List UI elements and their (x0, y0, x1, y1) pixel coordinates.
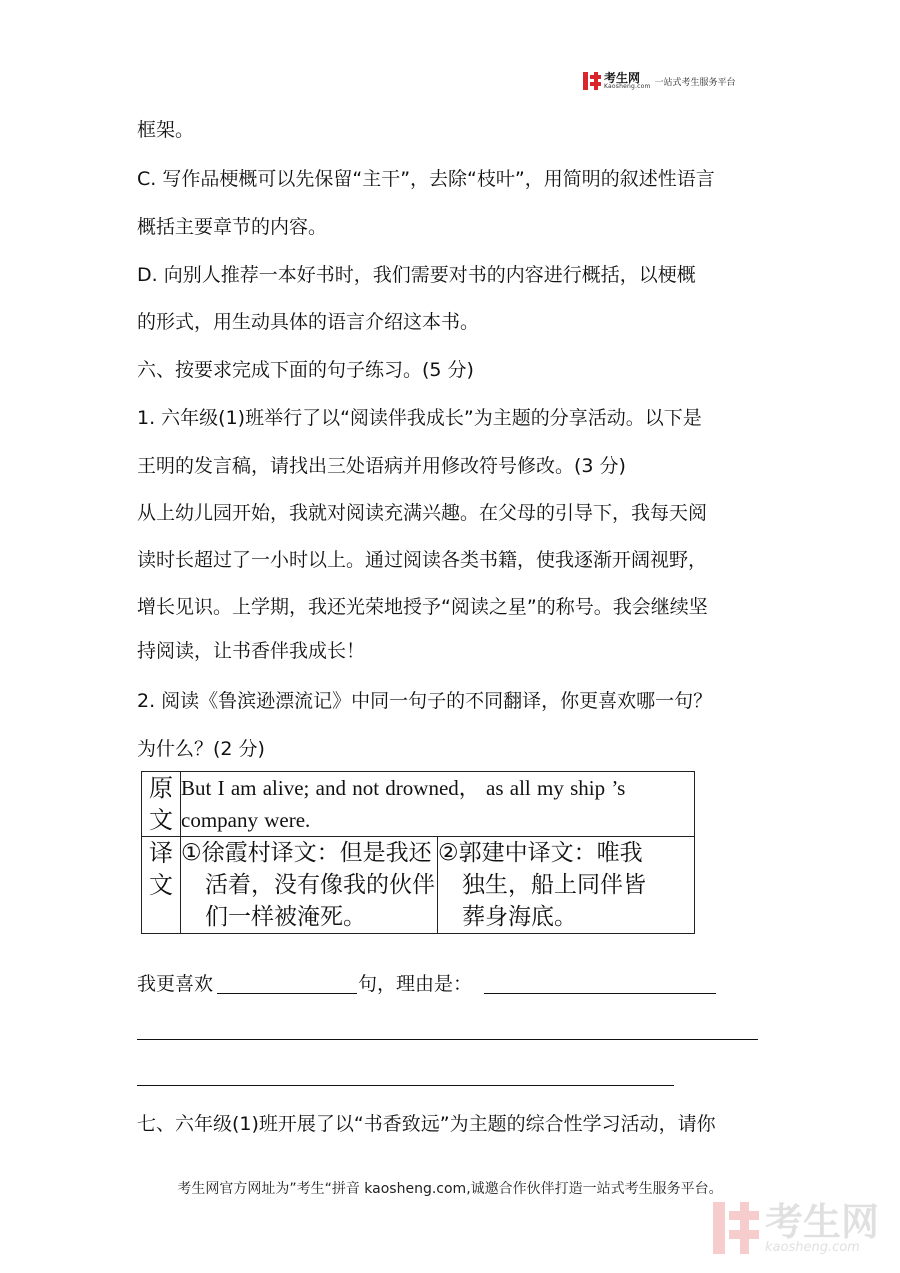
translation-1-line: 活着，没有像我的伙伴 (205, 872, 435, 898)
speech-line: 从上幼儿园开始，我就对阅读充满兴趣。在父母的引导下，我每天阅 (137, 502, 708, 524)
text-line: 概括主要章节的内容。 (137, 216, 328, 238)
translation-head-char: 译 (149, 839, 173, 867)
watermark-url: kaosheng.com (765, 1239, 860, 1255)
speech-line: 持阅读，让书香伴我成长！ (137, 640, 366, 662)
text-line: 王明的发言稿，请找出三处语病并用修改符号修改。(3 分) (137, 455, 626, 477)
translation-row (142, 837, 695, 934)
translation-2-line: 葬身海底。 (462, 904, 577, 930)
speech-line: 读时长超过了一小时以上。通过阅读各类书籍，使我逐渐开阔视野， (137, 549, 708, 571)
translation-1-line: 们一样被淹死。 (205, 904, 366, 930)
original-text-line: company were. (181, 808, 311, 832)
watermark (713, 1198, 883, 1258)
original-text-cell (181, 772, 695, 837)
footer-text: 考生网官方网址为”考生“拼音 kaosheng.com,诚邀合作伙伴打造一站式考生服务平台。 (177, 1181, 723, 1197)
kaosheng-logo-icon (583, 72, 601, 90)
header-slogan: 一站式考生服务平台 (654, 77, 736, 88)
kaosheng-watermark-icon (713, 1202, 759, 1254)
translation-head-char: 文 (149, 871, 173, 899)
translation-1-line: ①徐霞村译文：但是我还 (181, 840, 432, 866)
watermark-name: 考生网 (765, 1199, 880, 1244)
original-text-line: But I am alive; and not drowned， as all my ship ’s (181, 776, 626, 800)
answer-blank-line[interactable] (137, 1085, 674, 1086)
answer-blank-line[interactable] (137, 1039, 758, 1040)
translation-1-cell (181, 837, 438, 934)
prefer-blank[interactable] (217, 993, 357, 994)
logo-url: Kaosheng.com (604, 83, 651, 90)
text-line: 的形式，用生动具体的语言介绍这本书。 (137, 311, 480, 333)
header-logo (583, 70, 753, 92)
question-2-line: 2. 阅读《鲁滨逊漂流记》中同一句子的不同翻译，你更喜欢哪一句？ (137, 690, 713, 712)
translation-2-line: 独生，船上同伴皆 (462, 872, 646, 898)
section-six-heading: 六、按要求完成下面的句子练习。(5 分) (137, 359, 474, 381)
original-head-char: 文 (149, 806, 173, 834)
translation-2-line: ②郭建中译文：唯我 (438, 840, 643, 866)
logo-name: 考生网 (604, 71, 641, 85)
translation-table (141, 771, 695, 934)
text-line: 框架。 (137, 119, 195, 141)
speech-line: 增长见识。上学期，我还光荣地授予“阅读之星”的称号。我会继续坚 (137, 596, 708, 618)
option-d-line: D. 向别人推荐一本好书时，我们需要对书的内容进行概括，以梗概 (137, 264, 696, 286)
translation-2-cell (438, 837, 695, 934)
question-1-line: 1. 六年级(1)班举行了以“阅读伴我成长”为主题的分享活动。以下是 (137, 407, 702, 429)
translation-head-cell (142, 837, 181, 934)
reason-label: 句，理由是： (358, 973, 473, 995)
section-seven-heading: 七、六年级(1)班开展了以“书香致远”为主题的综合性学习活动，请你 (137, 1113, 716, 1135)
prefer-label: 我更喜欢 (137, 973, 214, 995)
text-line: 为什么？(2 分) (137, 738, 265, 760)
reason-blank[interactable] (484, 993, 716, 994)
original-head-char: 原 (149, 774, 173, 802)
original-head-cell (142, 772, 181, 837)
original-row (142, 772, 695, 837)
option-c-line: C. 写作品梗概可以先保留“主干”，去除“枝叶”，用简明的叙述性语言 (137, 168, 715, 190)
